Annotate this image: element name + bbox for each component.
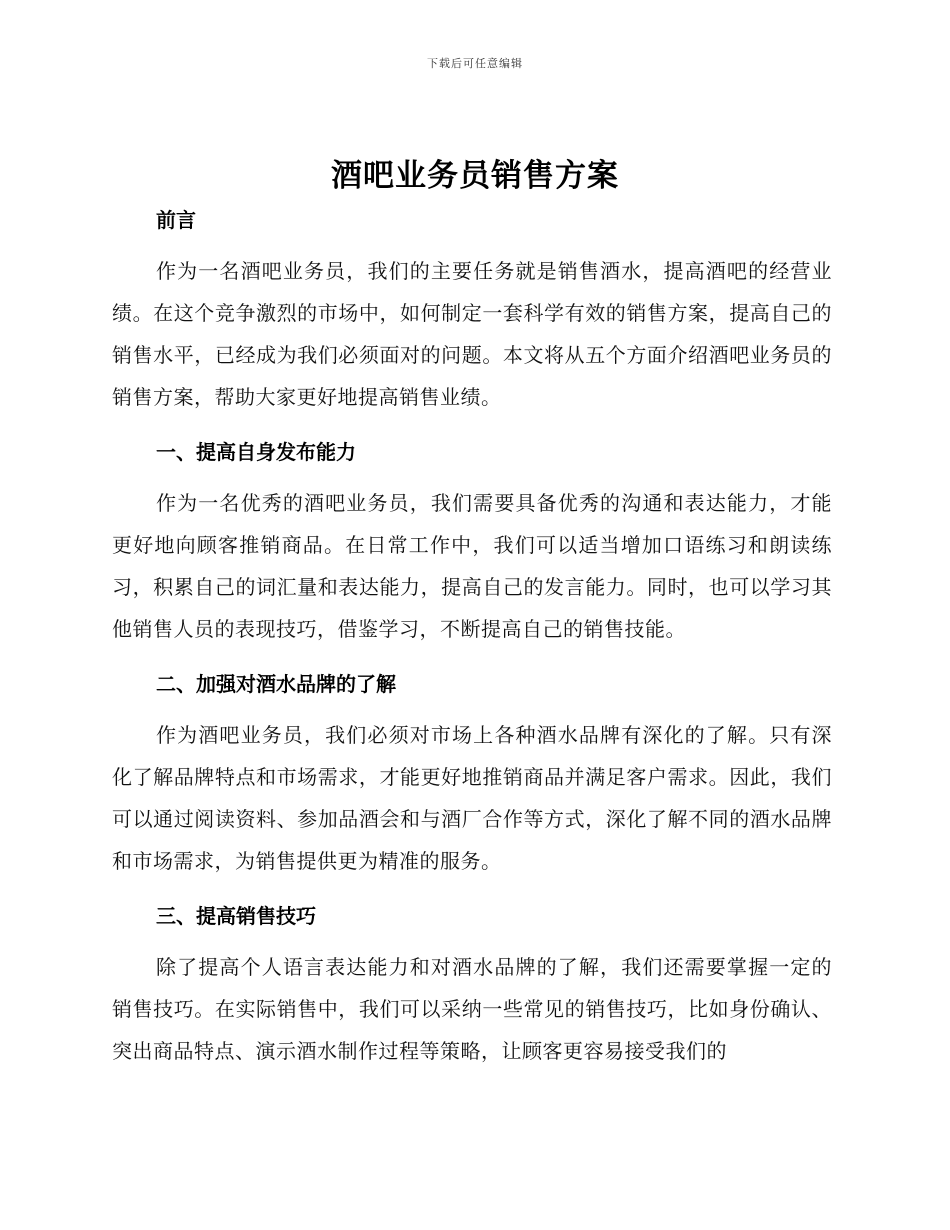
section-heading-3: 三、提高销售技巧	[156, 904, 316, 928]
section-heading-2: 二、加强对酒水品牌的了解	[156, 672, 396, 696]
section-heading-preface: 前言	[156, 208, 196, 232]
document-body	[112, 204, 832, 1090]
section-heading-1: 一、提高自身发布能力	[156, 440, 356, 464]
section-paragraph-3: 除了提高个人语言表达能力和对酒水品牌的了解，我们还需要掌握一定的销售技巧。在实际销售中，我们可以采纳一些常见的销售技巧，比如身份确认、突出商品特点、演示酒水制作过程等策略，让顾客更容易接受我们的	[112, 955, 832, 1063]
document-title: 酒吧业务员销售方案	[331, 158, 619, 194]
section-paragraph-preface: 作为一名酒吧业务员，我们的主要任务就是销售酒水，提高酒吧的经营业绩。在这个竞争激烈的市场中，如何制定一套科学有效的销售方案，提高自己的销售水平，已经成为我们必须面对的问题。本文将从五个方面介绍酒吧业务员的销售方案，帮助大家更好地提高销售业绩。	[112, 259, 832, 409]
section-paragraph-1: 作为一名优秀的酒吧业务员，我们需要具备优秀的沟通和表达能力，才能更好地向顾客推销商品。在日常工作中，我们可以适当增加口语练习和朗读练习，积累自己的词汇量和表达能力，提高自己的发言能力。同时，也可以学习其他销售人员的表现技巧，借鉴学习，不断提高自己的销售技能。	[112, 491, 832, 641]
header-note: 下载后可任意编辑	[427, 57, 523, 70]
section-paragraph-2: 作为酒吧业务员，我们必须对市场上各种酒水品牌有深化的了解。只有深化了解品牌特点和市场需求，才能更好地推销商品并满足客户需求。因此，我们可以通过阅读资料、参加品酒会和与酒厂合作等方式，深化了解不同的酒水品牌和市场需求，为销售提供更为精准的服务。	[112, 723, 832, 873]
